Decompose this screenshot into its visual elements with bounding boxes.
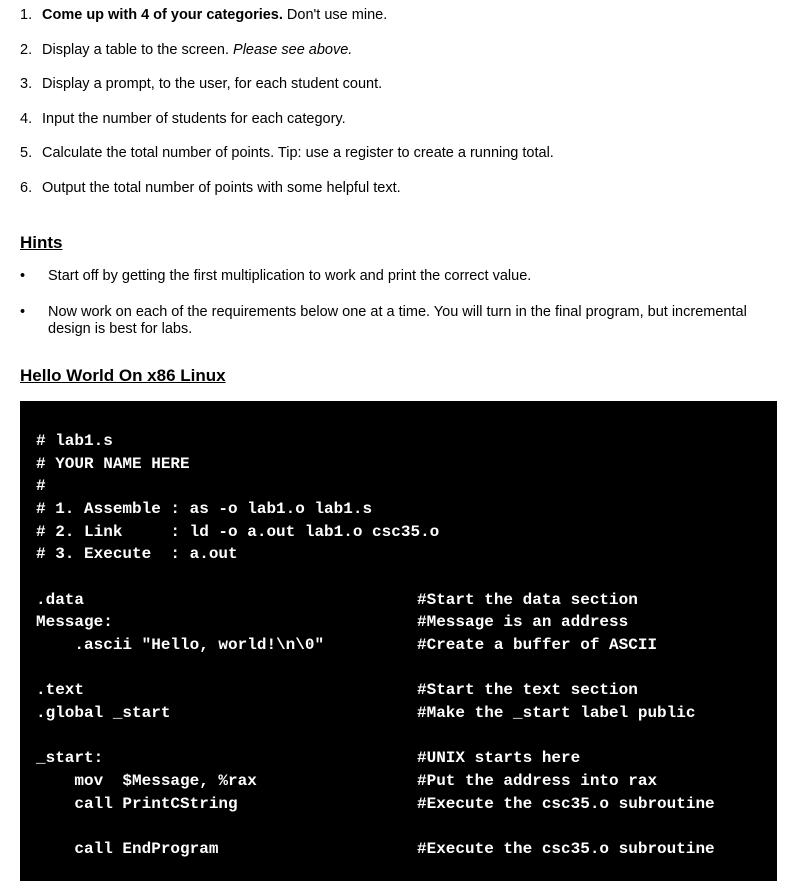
- code-line: .ascii "Hello, world!\n\0": [36, 636, 325, 654]
- code-line: _start:: [36, 749, 104, 767]
- step-text: Output the total number of points with some helpful text.: [42, 179, 401, 196]
- code-line: # 1. Assemble : as -o lab1.o lab1.s: [36, 500, 373, 518]
- code-comment: #Start the text section: [417, 681, 638, 699]
- code-comment: #Execute the csc35.o subroutine: [417, 840, 715, 858]
- step-text: Don't use mine.: [282, 7, 388, 23]
- step-text: Calculate the total number of points. Tip: use a register to create a running total.: [42, 145, 554, 162]
- list-item: [20, 304, 780, 338]
- requirements-list: [20, 6, 554, 214]
- code-line: .global _start: [36, 704, 171, 722]
- step-number: 5.: [20, 145, 33, 162]
- step-number: 3.: [20, 76, 33, 93]
- list-item: [20, 268, 780, 285]
- list-item: [20, 179, 554, 214]
- code-comment: #UNIX starts here: [417, 749, 581, 767]
- code-line: .text: [36, 681, 85, 699]
- code-line: call PrintCString: [36, 795, 238, 813]
- list-item: [20, 110, 554, 145]
- code-comment: #Make the _start label public: [417, 704, 696, 722]
- code-comment: #Create a buffer of ASCII: [417, 636, 658, 654]
- code-comment: #Execute the csc35.o subroutine: [417, 795, 715, 813]
- list-item: [20, 75, 554, 110]
- code-comment: #Start the data section: [417, 591, 638, 609]
- code-line: # YOUR NAME HERE: [36, 455, 190, 473]
- code-line: #: [36, 477, 46, 495]
- code-line: Message:: [36, 613, 113, 631]
- code-line: # lab1.s: [36, 432, 113, 450]
- step-italic-text: Please see above.: [233, 41, 353, 58]
- code-line: mov $Message, %rax: [36, 772, 257, 790]
- step-number: 2.: [20, 41, 33, 58]
- code-line: call EndProgram: [36, 840, 219, 858]
- hint-text: Start off by getting the first multiplication to work and print the correct value.: [48, 268, 532, 284]
- step-number: 1.: [20, 7, 33, 23]
- code-comment: #Message is an address: [417, 613, 629, 631]
- hint-text: Now work on each of the requirements below one at a time. You will turn in the final program, but incremental design is best for labs.: [48, 304, 747, 337]
- code-line: .data: [36, 591, 85, 609]
- step-number: 4.: [20, 110, 33, 127]
- step-text: Input the number of students for each category.: [42, 110, 346, 127]
- step-text: Display a table to the screen.: [42, 41, 234, 58]
- bullet-icon: •: [20, 268, 26, 284]
- step-number: 6.: [20, 179, 33, 196]
- code-comment: #Put the address into rax: [417, 772, 658, 790]
- code-line: # 3. Execute : a.out: [36, 545, 238, 563]
- step-bold-text: Come up with 4 of your categories.: [42, 7, 283, 23]
- list-item: [20, 144, 554, 179]
- section-heading: Hello World On x86 Linux: [20, 366, 226, 385]
- list-item: [20, 41, 554, 76]
- bullet-icon: •: [20, 304, 26, 320]
- step-text: Display a prompt, to the user, for each student count.: [42, 76, 383, 93]
- list-item: [20, 6, 554, 41]
- code-line: # 2. Link : ld -o a.out lab1.o csc35.o: [36, 523, 440, 541]
- hints-heading: Hints: [20, 233, 63, 252]
- code-block: [20, 401, 777, 881]
- hints-list: [20, 268, 780, 338]
